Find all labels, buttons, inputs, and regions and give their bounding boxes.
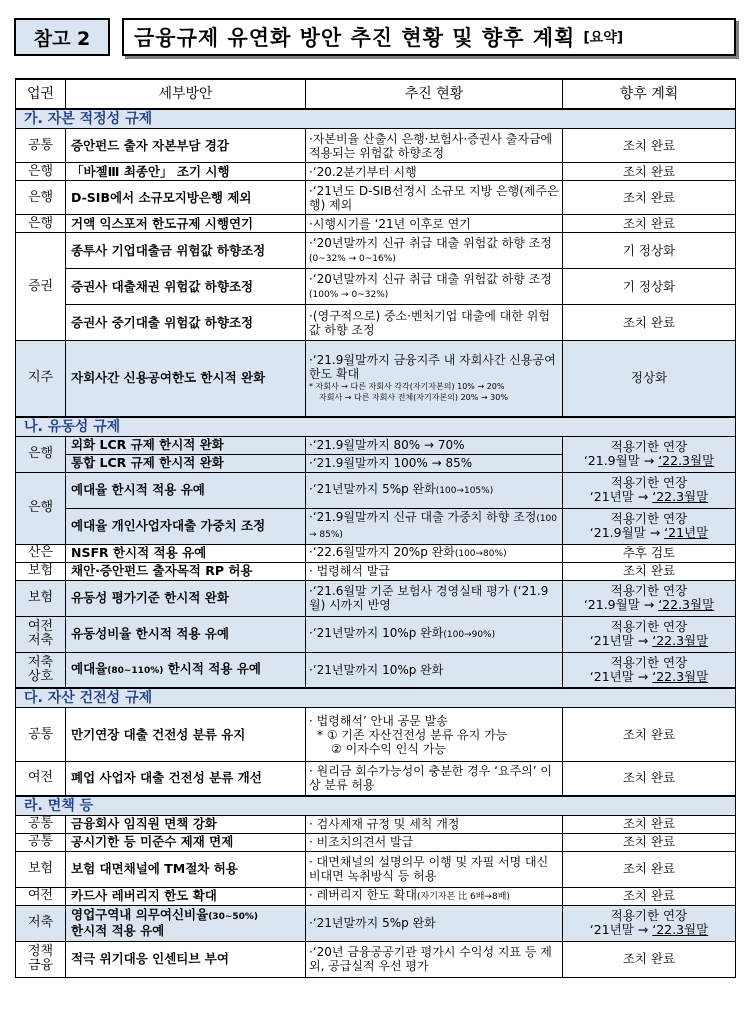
plan-line: [566, 923, 732, 937]
plan-from: ‘21년말 →: [589, 633, 653, 648]
status-cell: · 대면채널의 설명의무 이행 및 자필 서명 대신 비대면 녹취방식 등 허용: [306, 851, 563, 887]
measure-cell: 외화 LCR 규제 한시적 완화: [66, 436, 306, 454]
plan-cell: 조치 완료: [563, 129, 736, 163]
measure-cell: 채안·증안펀드 출자목적 RP 허용: [66, 562, 306, 580]
sector-cell: [16, 652, 66, 688]
sector-cell: 보험: [16, 562, 66, 580]
plan-cell: 조치 완료: [563, 815, 736, 833]
status-note: * 자회사 → 다른 자회사 각각(자기자본의) 10% → 20%: [309, 382, 505, 392]
plan-to: ‘22.3월말: [658, 453, 715, 468]
status-cell: ·(영구적으로) 중소·벤처기업 대출에 대한 위험값 하향 조정: [306, 305, 563, 341]
sector-cell: 저축: [16, 905, 66, 941]
status-cell: ·‘20년 금융공공기관 평가시 수익성 지표 등 제외, 공급실적 우선 평가: [306, 941, 563, 977]
section-title: 가. 자본 적정성 규제: [16, 109, 736, 129]
table-row: [16, 616, 736, 652]
plan-from: ‘21.9월말 →: [589, 525, 665, 540]
status-cell: · 원리금 회수가능성이 충분한 경우 ‘요주의’ 이상 분류 허용: [306, 762, 563, 796]
section-title: 다. 자산 건전성 규제: [16, 688, 736, 708]
measure-cell: 유동성 평가기준 한시적 완화: [66, 580, 306, 616]
table-row: [16, 580, 736, 616]
status-cell: · 법령해석 발급: [306, 562, 563, 580]
column-header-status: 추진 현황: [306, 79, 563, 109]
sector-cell: 보험: [16, 851, 66, 887]
plan-cell: 조치 완료: [563, 941, 736, 977]
status-cell: ·‘21.9월말까지 80% → 70%: [306, 436, 563, 454]
plan-to: ‘22.3월말: [658, 597, 715, 612]
title-suffix: [요약]: [583, 30, 624, 46]
table-row: [16, 708, 736, 762]
reference-label: 참고 2: [14, 18, 110, 56]
status-detail: (100→105%): [435, 486, 494, 496]
measure-cell: 금융회사 임직원 면책 강화: [66, 815, 306, 833]
table-row: [16, 762, 736, 796]
plan-cell: 조치 완료: [563, 215, 736, 233]
sector-cell: 공통: [16, 815, 66, 833]
status-text: ·‘21년말까지 10%p 완화: [309, 626, 444, 640]
sector-cell: 산은: [16, 544, 66, 562]
sector-cell: [16, 616, 66, 652]
status-text: ·‘20년말까지 신규 취급 대출 위험값 하향 조정: [309, 235, 552, 250]
section-header: [16, 109, 736, 129]
measure-cell: [66, 905, 306, 941]
status-cell: · 비조치의견서 발급: [306, 833, 563, 851]
plan-from: ‘21.9월말 →: [583, 453, 659, 468]
plan-cell: 기 정상화: [563, 233, 736, 269]
plan-cell: [563, 905, 736, 941]
measure-detail: (80~110%): [107, 665, 164, 676]
status-cell: [306, 887, 563, 905]
status-cell: ·‘21년도 D-SIB선정시 소규모 지방 은행(제주은행) 제외: [306, 181, 563, 215]
plan-line: [566, 598, 732, 612]
plan-cell: 조치 완료: [563, 708, 736, 762]
sector-cell: 여전: [16, 887, 66, 905]
sector-cell: 공통: [16, 833, 66, 851]
sector-line: 정책: [27, 944, 54, 959]
plan-from: ‘21년말 →: [589, 489, 653, 504]
title-box: [122, 18, 736, 56]
plan-line: 적용기한 연장: [610, 619, 688, 634]
measure-text: 영업구역내 의무여신비율: [71, 907, 209, 922]
sector-line: 저축: [27, 633, 54, 648]
status-cell: ·‘21년말까지 10%p 완화: [306, 652, 563, 688]
status-note: 자회사 → 다른 자회사 전체(자기자본의) 20% → 30%: [319, 393, 508, 403]
sector-line: 여전: [27, 619, 54, 634]
status-text: · 레버리지 한도 확대: [309, 888, 417, 902]
table-row: [16, 269, 736, 305]
measure-cell: NSFR 한시적 적용 유예: [66, 544, 306, 562]
plan-cell: [563, 472, 736, 508]
measure-cell: 유동성비율 한시적 적용 유예: [66, 616, 306, 652]
section-header: [16, 688, 736, 708]
status-text: ·‘22.6월말까지 20%p 완화: [309, 545, 455, 559]
plan-line: [566, 454, 732, 468]
column-header-plan: 향후 계획: [563, 79, 736, 109]
status-detail: (100 → 85%): [309, 514, 558, 540]
status-cell: [306, 233, 563, 269]
table-row: [16, 305, 736, 341]
plan-from: ‘21.9월말 →: [583, 597, 659, 612]
table-row: [16, 181, 736, 215]
measure-cell: 카드사 레버리지 한도 확대: [66, 887, 306, 905]
measure-cell: D-SIB에서 소규모지방은행 제외: [66, 181, 306, 215]
measure-text: 한시적 적용 유예: [71, 923, 165, 938]
status-text: ·‘20년말까지 신규 취급 대출 위험값 하향 조정: [309, 271, 552, 286]
sector-cell: 공통: [16, 708, 66, 762]
title-bar: [14, 14, 736, 60]
section-title: 나. 유동성 규제: [16, 417, 736, 437]
measure-cell: 통합 LCR 규제 한시적 완화: [66, 454, 306, 472]
measure-cell: 예대율 한시적 적용 유예: [66, 472, 306, 508]
section-title: 라. 면책 등: [16, 796, 736, 816]
plan-line: [566, 634, 732, 648]
plan-cell: 기 정상화: [563, 269, 736, 305]
plan-to: ‘22.3월말: [652, 922, 709, 937]
measure-text: 예대율: [71, 660, 108, 676]
status-cell: ·자본비율 산출시 은행·보험사·증권사 출자금에 적용되는 위험값 하향조정: [306, 129, 563, 163]
plan-line: 적용기한 연장: [610, 583, 688, 598]
plan-cell: [563, 652, 736, 688]
measure-text: 한시적 적용 유예: [163, 660, 261, 676]
status-text: ·‘21.9월말까지 금융지주 내 자회사간 신용공여 한도 확대: [309, 353, 556, 382]
page-title: 금융규제 유연화 방안 추진 현황 및 향후 계획: [134, 26, 576, 50]
status-text: · 법령해석’ 안내 공문 발송: [309, 713, 448, 728]
plan-to: ‘22.3월말: [652, 668, 709, 684]
section-header: [16, 796, 736, 816]
table-header-row: [16, 79, 736, 109]
table-row: [16, 341, 736, 417]
status-cell: [306, 472, 563, 508]
status-cell: [306, 616, 563, 652]
table-row: [16, 163, 736, 181]
plan-cell: 조치 완료: [563, 887, 736, 905]
sector-line: 금융: [27, 958, 54, 973]
measure-cell: 자회사간 신용공여한도 한시적 완화: [66, 341, 306, 417]
status-cell: ·‘20.2분기부터 시행: [306, 163, 563, 181]
status-detail: (100→90%): [443, 630, 496, 640]
table-row: [16, 544, 736, 562]
regulation-table: [15, 78, 736, 978]
plan-cell: 조치 완료: [563, 851, 736, 887]
status-cell: ·‘21.6월말 기준 보험사 경영실태 평가 (‘21.9월) 시까지 반영: [306, 580, 563, 616]
sector-line: 저축: [27, 654, 54, 670]
sector-cell: [16, 941, 66, 977]
measure-cell: 폐업 사업자 대출 건전성 분류 개선: [66, 762, 306, 796]
measure-cell: 공시기한 등 미준수 제재 면제: [66, 833, 306, 851]
sector-cell: 보험: [16, 580, 66, 616]
plan-to: ‘22.3월말: [652, 633, 709, 648]
sector-line: 상호: [27, 668, 54, 684]
measure-cell: 만기연장 대출 건전성 분류 유지: [66, 708, 306, 762]
measure-cell: 증안펀드 출자 자본부담 경감: [66, 129, 306, 163]
sector-cell: 지주: [16, 341, 66, 417]
measure-detail: (30~50%): [208, 912, 259, 922]
status-cell: ·시행시기를 ‘21년 이후로 연기: [306, 215, 563, 233]
status-text: ·‘21.9월말까지 신규 대출 가중치 하향 조정: [309, 510, 537, 524]
sector-cell: 여전: [16, 762, 66, 796]
plan-cell: 조치 완료: [563, 833, 736, 851]
status-cell: ·‘21년말까지 5%p 완화: [306, 905, 563, 941]
status-detail: (0~32% → 0~16%): [309, 253, 396, 264]
status-cell: [306, 269, 563, 305]
measure-cell: 종투사 기업대출금 위험값 하향조정: [66, 233, 306, 269]
table-row: [16, 562, 736, 580]
plan-line: [566, 526, 732, 540]
plan-cell: [563, 580, 736, 616]
table-row: [16, 233, 736, 269]
sector-cell: 은행: [16, 181, 66, 215]
measure-cell: 보험 대면채널에 TM절차 허용: [66, 851, 306, 887]
table-row: [16, 436, 736, 454]
measure-cell: 거액 익스포저 한도규제 시행연기: [66, 215, 306, 233]
plan-cell: 조치 완료: [563, 163, 736, 181]
table-row: [16, 851, 736, 887]
table-row: [16, 815, 736, 833]
table-row: [16, 508, 736, 544]
sector-cell: 은행: [16, 436, 66, 472]
plan-from: ‘21년말 →: [589, 668, 653, 684]
plan-to: ‘21년말: [664, 525, 709, 540]
table-row: [16, 833, 736, 851]
plan-cell: 추후 검토: [563, 544, 736, 562]
section-header: [16, 417, 736, 437]
status-detail: (100% → 0~32%): [309, 289, 389, 300]
plan-cell: [563, 436, 736, 472]
column-header-measure: 세부방안: [66, 79, 306, 109]
plan-line: 적용기한 연장: [610, 439, 688, 454]
plan-to: ‘22.3월말: [652, 489, 709, 504]
status-cell: [306, 341, 563, 417]
status-cell: [306, 508, 563, 544]
status-text: ·‘21년말까지 5%p 완화: [309, 482, 436, 496]
table-row: [16, 941, 736, 977]
measure-cell: 「바젤Ⅲ 최종안」 조기 시행: [66, 163, 306, 181]
measure-cell: 증권사 중기대출 위험값 하향조정: [66, 305, 306, 341]
status-note: * ① 기존 자산건전성 분류 유지 가능: [317, 727, 508, 742]
plan-line: 적용기한 연장: [610, 475, 688, 490]
table-row: [16, 652, 736, 688]
plan-line: 적용기한 연장: [610, 908, 688, 923]
measure-cell: 예대율 개인사업자대출 가중치 조정: [66, 508, 306, 544]
measure-cell: 증권사 대출채권 위험값 하향조정: [66, 269, 306, 305]
sector-cell: 증권: [16, 233, 66, 341]
plan-cell: 조치 완료: [563, 181, 736, 215]
sector-cell: 은행: [16, 163, 66, 181]
plan-cell: 조치 완료: [563, 762, 736, 796]
table-row: [16, 129, 736, 163]
table-row: [16, 472, 736, 508]
measure-cell: 적극 위기대응 인센티브 부여: [66, 941, 306, 977]
status-detail: (자기자본 比 6배→8배): [417, 892, 510, 902]
sector-cell: 은행: [16, 215, 66, 233]
column-header-sector: 업권: [16, 79, 66, 109]
plan-line: [566, 670, 732, 684]
status-cell: · 검사제재 규정 및 세칙 개정: [306, 815, 563, 833]
sector-cell: 은행: [16, 472, 66, 544]
table-row: [16, 887, 736, 905]
plan-cell: 조치 완료: [563, 305, 736, 341]
plan-line: 적용기한 연장: [610, 511, 688, 526]
status-note: ② 이자수익 인식 가능: [331, 741, 446, 756]
table-row: [16, 905, 736, 941]
plan-cell: [563, 616, 736, 652]
table-row: [16, 215, 736, 233]
plan-line: [566, 490, 732, 504]
plan-cell: 정상화: [563, 341, 736, 417]
status-cell: [306, 708, 563, 762]
status-cell: ·‘21.9월말까지 100% → 85%: [306, 454, 563, 472]
sector-cell: 공통: [16, 129, 66, 163]
status-cell: [306, 544, 563, 562]
plan-cell: 조치 완료: [563, 562, 736, 580]
measure-cell: [66, 652, 306, 688]
plan-from: ‘21년말 →: [589, 922, 653, 937]
status-detail: (100→80%): [454, 549, 507, 559]
plan-cell: [563, 508, 736, 544]
plan-line: 적용기한 연장: [610, 654, 688, 670]
